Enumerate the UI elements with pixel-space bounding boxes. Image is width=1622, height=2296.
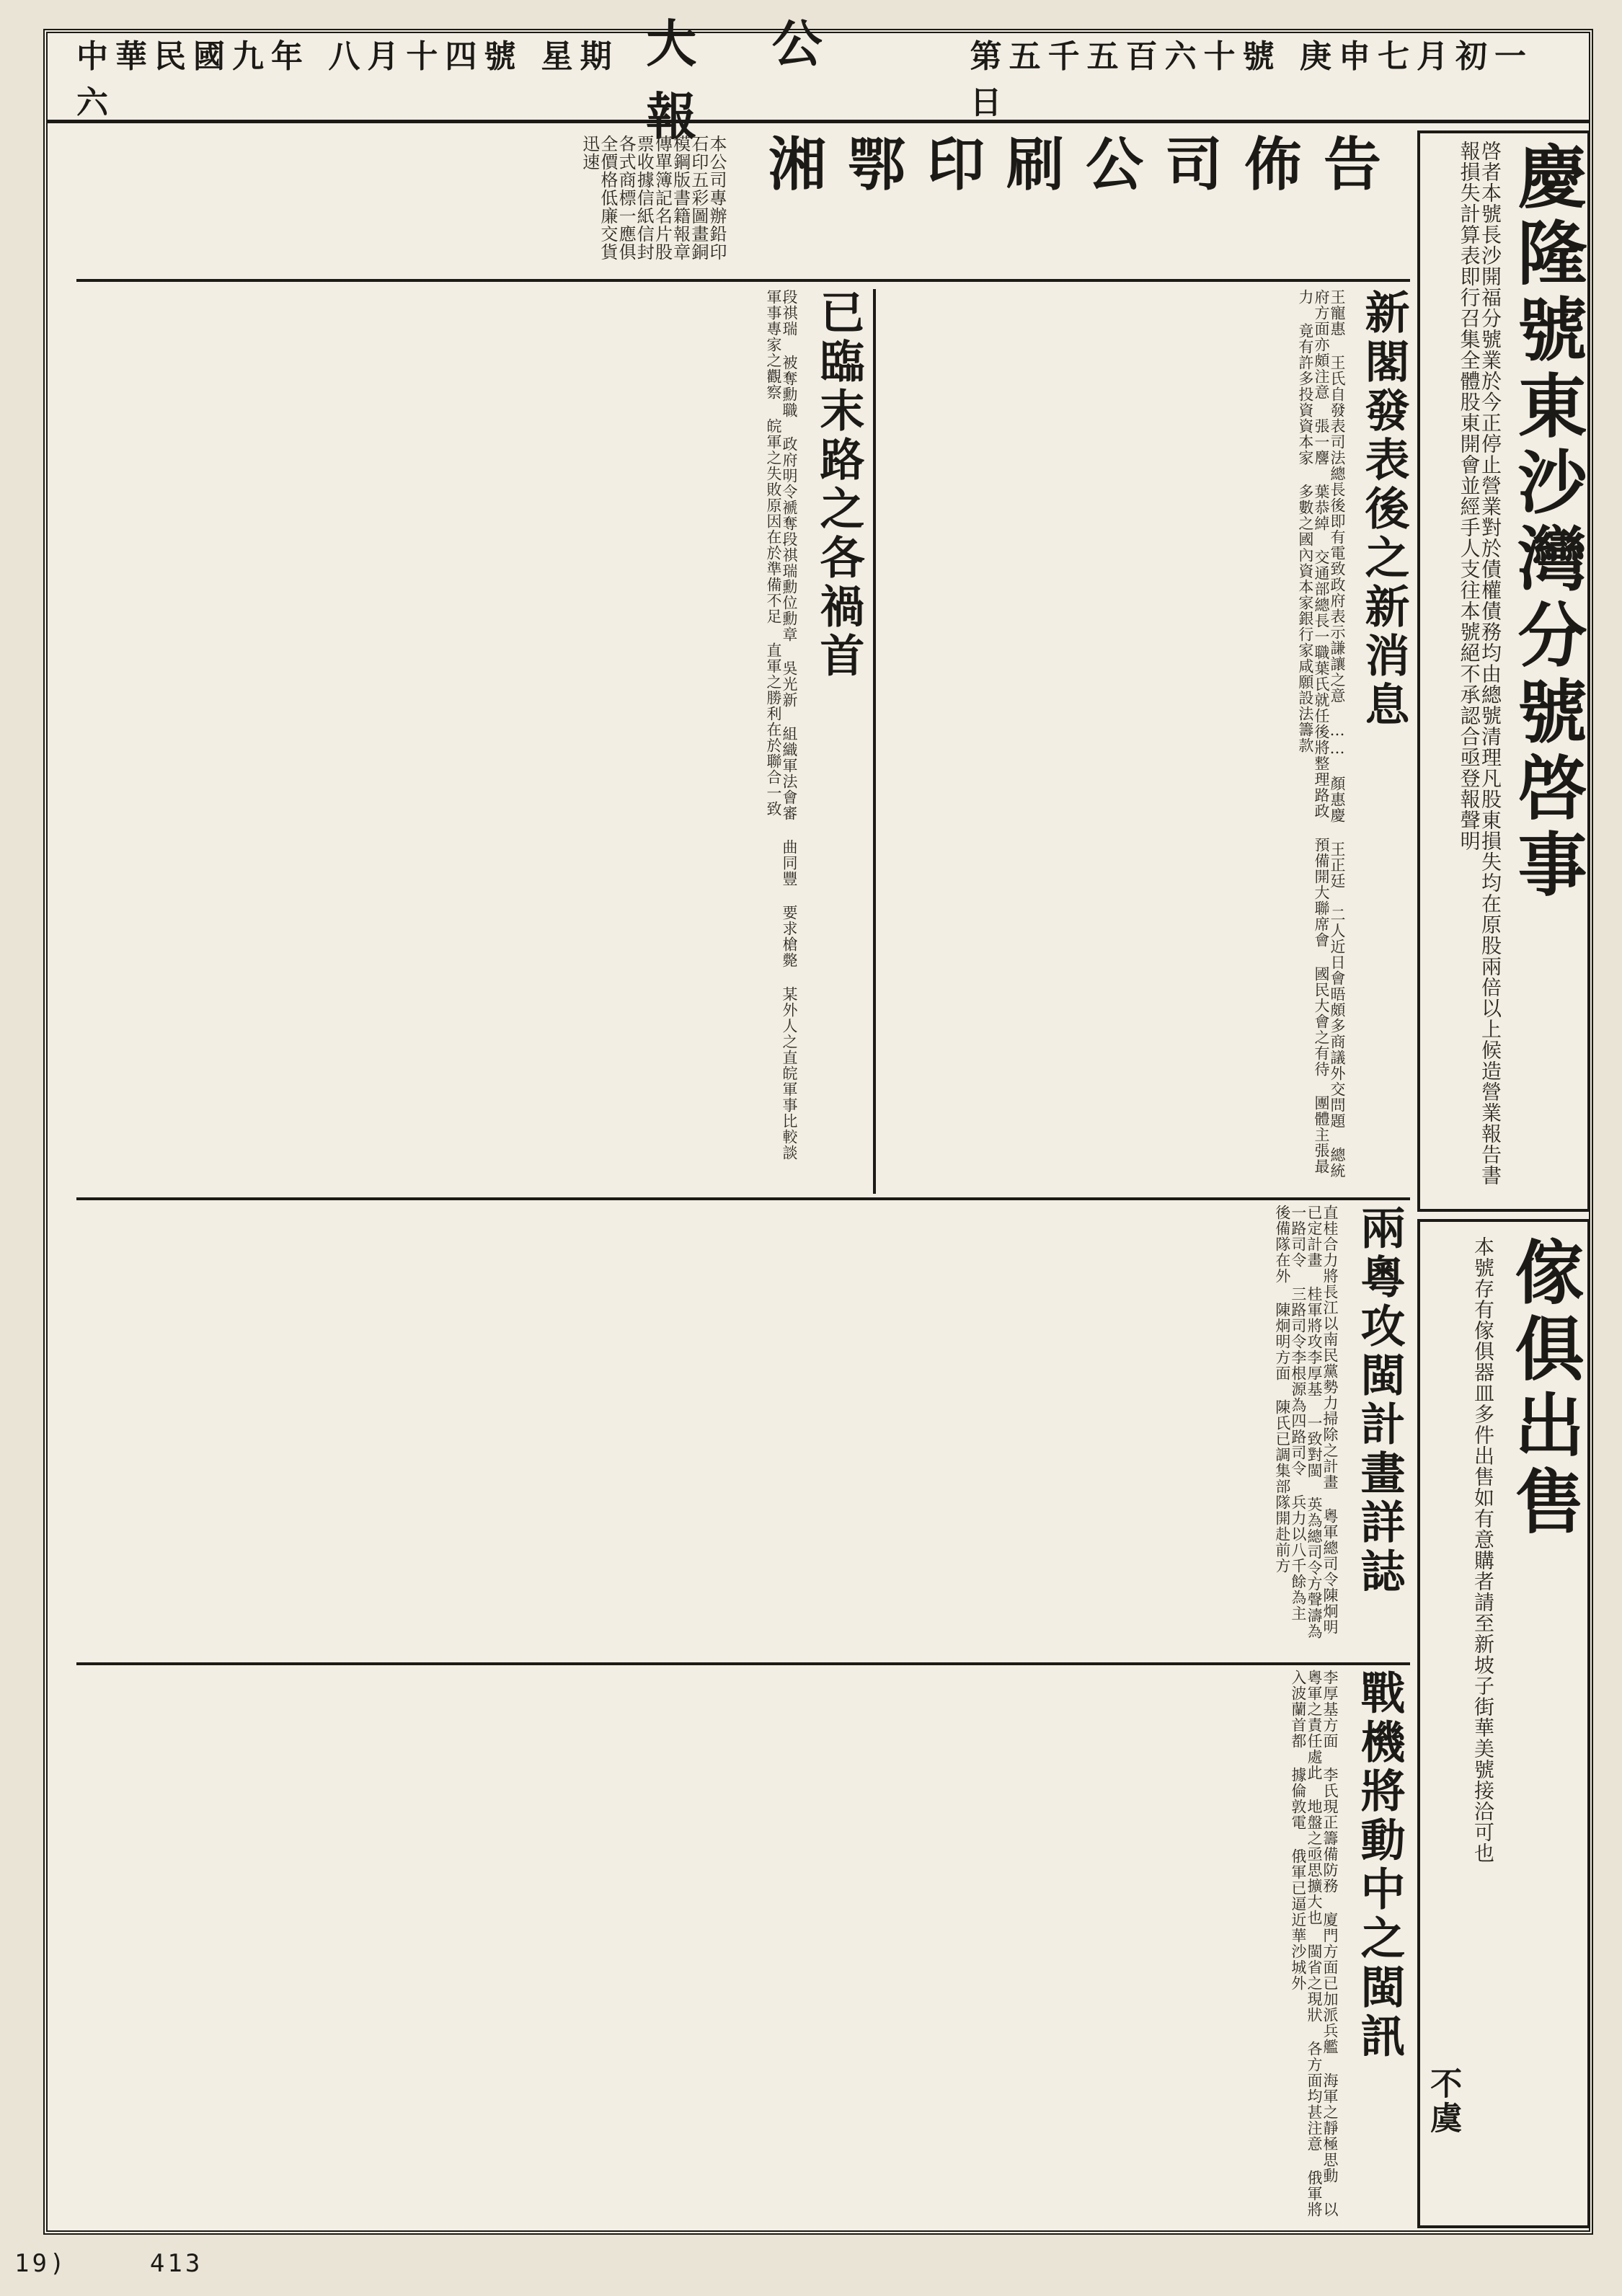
article-warlords xyxy=(76,289,869,1190)
notice-title: 慶隆號東沙灣分號啓事 xyxy=(1507,141,1587,905)
article-fujian-war xyxy=(76,1670,1410,2225)
article-fujian-campaign xyxy=(76,1205,1410,1655)
masthead-date: 中華民國九年 八月十四號 星期六 xyxy=(76,38,619,121)
notice-body: 啓者本號長沙開福分號業於今正停止營業對於債權債務均由總號清理凡股東損失均在原股兩倍以上候造營業報告書報損失計算表即行召集全體股東開會並經手人支往本號絕不承認合亟登報聲明 xyxy=(1457,141,1502,1186)
article-headline: 已臨末路之各禍首 xyxy=(812,289,865,681)
footer-label: 19) xyxy=(14,2249,68,2278)
sale-extra: 不虞 xyxy=(1424,2067,1462,2136)
article-body: 段祺瑞 被奪勳職 政府明令褫奪段祺瑞勳位勳章 吳光新 組織軍法會審 曲同豐 要求槍斃 某外人之直皖軍事比較談 軍事專家之觀察 皖軍之失敗原因在於準備不足 直軍之勝利在於聯合一致 xyxy=(764,289,798,1161)
article-new-cabinet xyxy=(877,289,1410,1190)
article-headline: 戰機將動中之閩訊 xyxy=(1353,1670,1406,2062)
sale-title: 傢俱出售 xyxy=(1504,1236,1585,1542)
newspaper-title: 大 公 報 xyxy=(646,14,851,146)
masthead-issue: 第五千五百六十號 庚申七月初一日 xyxy=(970,38,1533,121)
notice-ad xyxy=(1417,130,1590,1212)
furniture-sale-ad xyxy=(1417,1219,1590,2228)
company-ad xyxy=(76,130,1410,282)
divider xyxy=(76,1662,1410,1665)
article-body: 王寵惠 王氏自發表司法總長後即有電致政府表示謙讓之意 …… 顏惠慶 王正廷 二人近日會晤頗多商議外交問題 總統府方面亦頗注意 張一麐 葉恭綽 交通部總長一職葉氏就任後將整理路政 預備開大聯席會 國民大會之有待 團體主張最力 竟有許多投資資本家 多數之國內資本家銀行家咸願設法籌款 xyxy=(1296,289,1346,1179)
page-footer xyxy=(14,2249,203,2278)
masthead xyxy=(48,14,1589,146)
newspaper-page xyxy=(43,14,1593,2235)
article-headline: 兩粵攻閩計畫詳誌 xyxy=(1353,1205,1406,1597)
company-title: 湘鄂印刷公司佈告 xyxy=(768,131,1403,198)
article-body: 李厚基方面 李氏現正籌備防務 廈門方面已加派兵艦 海軍之靜極思動 以粵軍之責任處此 地盤之亟思擴大也 閩省之現狀 各方面均甚注意 俄軍將入波蘭首都 據倫敦電 俄軍已逼近華沙城外 xyxy=(1289,1670,1339,2217)
divider xyxy=(76,1197,1410,1200)
company-body: 本公司專辦鉛印石印五彩圖畫銅模鋼版書籍報章傳單簿記名片股票收據信紙信封各式商標一應俱全價格低廉交貨迅速 xyxy=(579,135,727,261)
article-headline: 新閣發表後之新消息 xyxy=(1357,289,1410,730)
sale-body: 本號存有傢俱器皿多件出售如有意購者請至新坡子街華美號接洽可也 xyxy=(1471,1236,1495,1863)
article-body: 直桂合力將長江以南民黨勢力掃除之計畫 粵軍總司令陳炯明已定計畫 桂軍將攻李厚基 一致對閩 英為總司令方聲濤為一路司令 三路司令李根源為四路司令 兵力以八千餘為主 後備隊在外 陳炯明方面 陳氏已調集部隊開赴前方 xyxy=(1273,1205,1339,1639)
page-number: 413 xyxy=(149,2249,203,2278)
divider xyxy=(873,289,876,1194)
